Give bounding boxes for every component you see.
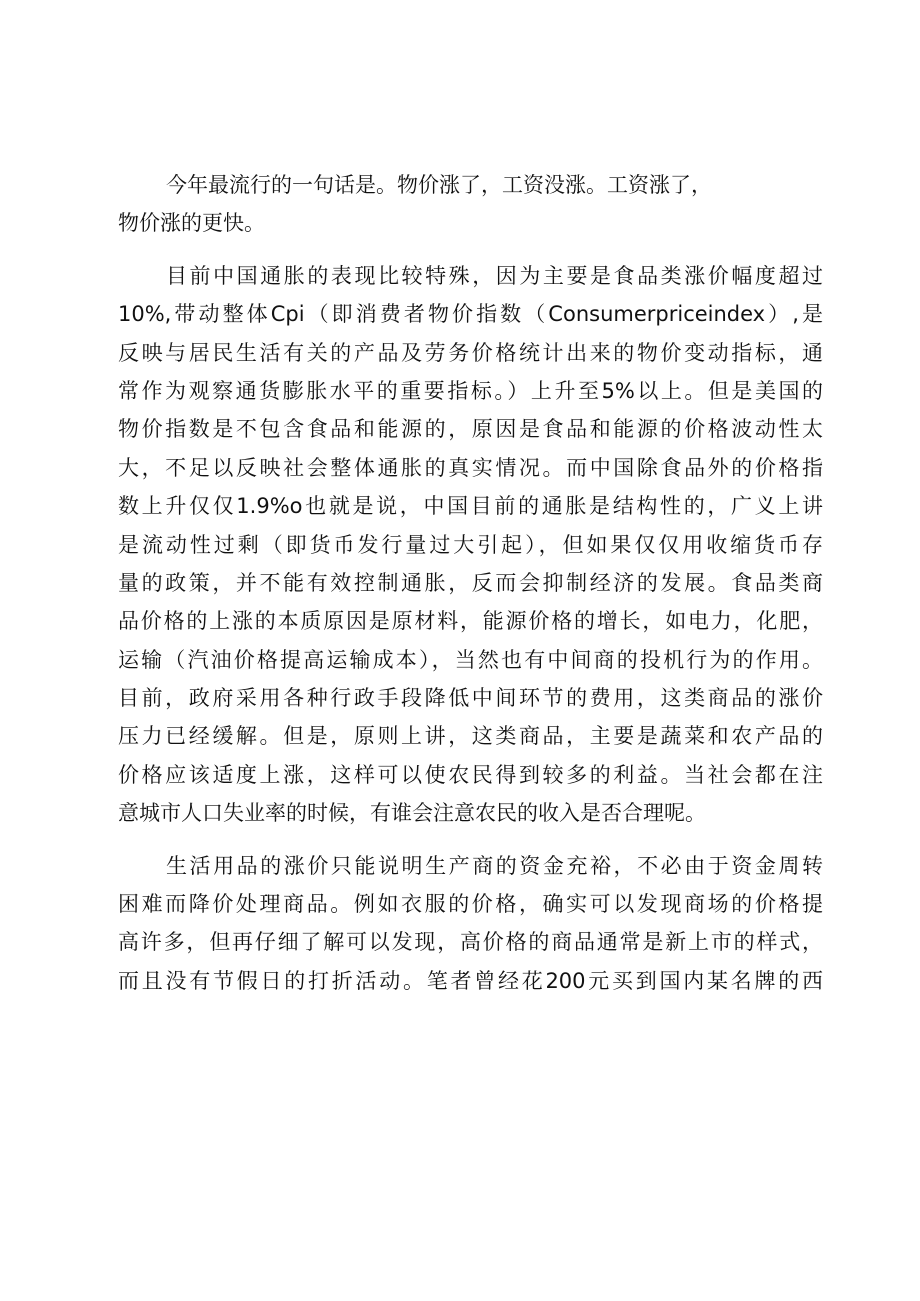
paragraph-line: 目前中国通胀的表现比较特殊，因为主要是食品类涨价幅度超过 [166, 263, 823, 288]
paragraph-1 [118, 166, 823, 243]
paragraph-line: 10%,带动整体Cpi（即消费者物价指数（Consumerpriceindex）,是 [118, 302, 823, 327]
paragraph-line: 困难而降价处理商品。例如衣服的价格，确实可以发现商场的价格提 [118, 892, 823, 917]
paragraph-line: 今年最流行的一句话是。物价涨了，工资没涨。工资涨了， [166, 173, 712, 197]
paragraph-line: 常作为观察通货膨胀水平的重要指标。）上升至5%以上。但是美国的 [118, 378, 823, 403]
paragraph-3 [118, 847, 823, 1001]
paragraph-line: 而且没有节假日的打折活动。笔者曾经花200元买到国内某名牌的西 [118, 968, 823, 993]
paragraph-spacer [118, 833, 823, 847]
paragraph-line: 价格应该适度上涨，这样可以使农民得到较多的利益。当社会都在注 [118, 762, 823, 787]
paragraph-line: 物价指数是不包含食品和能源的，原因是食品和能源的价格波动性太 [118, 417, 823, 442]
paragraph-line: 数上升仅仅1.9%o也就是说，中国目前的通胀是结构性的，广义上讲 [118, 494, 823, 519]
paragraph-line: 意城市人口失业率的时候，有谁会注意农民的收入是否合理呢。 [118, 801, 706, 826]
document-body [118, 166, 823, 1000]
paragraph-line: 反映与居民生活有关的产品及劳务价格统计出来的物价变动指标，通 [118, 340, 823, 365]
paragraph-line: 大，不足以反映社会整体通胀的真实情况。而中国除食品外的价格指 [118, 455, 823, 480]
paragraph-line: 目前，政府采用各种行政手段降低中间环节的费用，这类商品的涨价 [118, 686, 823, 711]
paragraph-line: 是流动性过剩（即货币发行量过大引起），但如果仅仅用收缩货币存 [118, 532, 823, 557]
paragraph-line: 压力已经缓解。但是，原则上讲，这类商品，主要是蔬菜和农产品的 [118, 724, 823, 749]
paragraph-line: 物价涨的更快。 [118, 211, 265, 236]
paragraph-line: 品价格的上涨的本质原因是原材料，能源价格的增长，如电力，化肥， [118, 609, 823, 634]
paragraph-line: 高许多，但再仔细了解可以发现，高价格的商品通常是新上市的样式， [118, 930, 823, 955]
paragraph-line: 生活用品的涨价只能说明生产商的资金充裕，不必由于资金周转 [166, 853, 823, 878]
paragraph-line: 运输（汽油价格提高运输成本），当然也有中间商的投机行为的作用。 [118, 647, 823, 672]
paragraph-2 [118, 257, 823, 833]
paragraph-spacer [118, 243, 823, 257]
paragraph-line: 量的政策，并不能有效控制通胀，反而会抑制经济的发展。食品类商 [118, 570, 823, 595]
